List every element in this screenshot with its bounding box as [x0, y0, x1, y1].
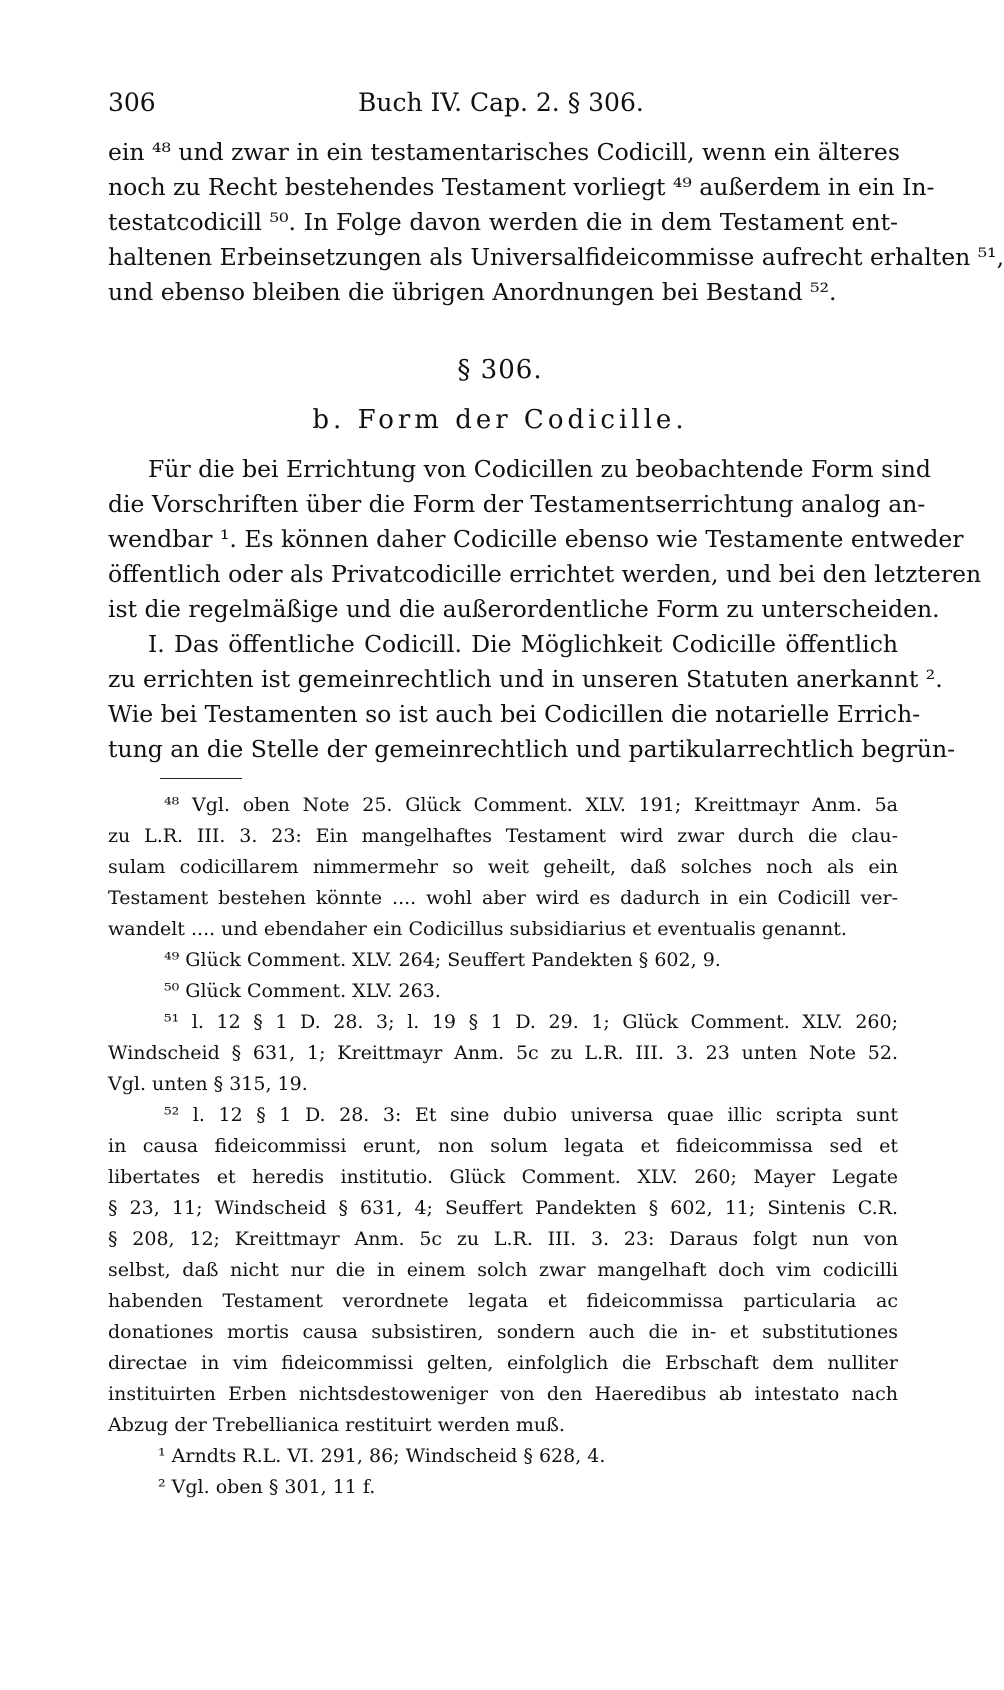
text-line: testatcodicill ⁵⁰. In Folge davon werden die in dem Testament ent-: [108, 208, 898, 236]
text-line: ist die regelmäßige und die außerordentliche Form zu unterscheiden.: [108, 595, 940, 623]
section-number: § 306.: [457, 355, 543, 385]
footnote-line: instituirten Erben nichtsdestoweniger von den Haeredibus ab intestato nach: [108, 1383, 898, 1405]
text-line: I. Das öffentliche Codicill. Die Möglichkeit Codicille öffentlich: [148, 630, 898, 658]
main-paragraph: [108, 452, 982, 767]
running-head: Buch IV. Cap. 2. § 306.: [358, 88, 644, 117]
footnote-line: Testament bestehen könnte .... wohl aber wird es dadurch in ein Codicill ver-: [108, 887, 898, 909]
footnote-line: zu L.R. III. 3. 23: Ein mangelhaftes Testament wird zwar durch die clau-: [108, 825, 898, 847]
text-line: wendbar ¹. Es können daher Codicille ebenso wie Testamente entweder: [108, 525, 964, 553]
text-line: die Vorschriften über die Form der Testamentserrichtung analog an-: [108, 490, 926, 518]
footnote-line: ² Vgl. oben § 301, 11 f.: [158, 1476, 376, 1498]
footnote-line: ⁴⁸ Vgl. oben Note 25. Glück Comment. XLV. 191; Kreittmayr Anm. 5a: [164, 794, 898, 816]
text-line: öffentlich oder als Privatcodicille errichtet werden, und bei den letzteren: [108, 560, 982, 588]
text-line: und ebenso bleiben die übrigen Anordnungen bei Bestand ⁵².: [108, 278, 837, 306]
footnote-rule: [160, 778, 242, 779]
footnotes: [108, 790, 898, 1503]
text-line: noch zu Recht bestehendes Testament vorliegt ⁴⁹ außerdem in ein In-: [108, 173, 935, 201]
text-line: ein ⁴⁸ und zwar in ein testamentarisches Codicill, wenn ein älteres: [108, 138, 900, 166]
footnote-line: ⁵² l. 12 § 1 D. 28. 3: Et sine dubio universa quae illic scripta sunt: [164, 1104, 898, 1126]
footnote-line: libertates et heredis institutio. Glück Comment. XLV. 260; Mayer Legate: [108, 1166, 898, 1188]
text-line: Für die bei Errichtung von Codicillen zu beobachtende Form sind: [148, 455, 931, 483]
footnote-line: donationes mortis causa subsistiren, sondern auch die in- et substitutiones: [108, 1321, 898, 1343]
text-line: Wie bei Testamenten so ist auch bei Codicillen die notarielle Errich-: [108, 700, 921, 728]
page-header: [108, 88, 898, 124]
footnote-line: habenden Testament verordnete legata et fideicommissa particularia ac: [108, 1290, 898, 1312]
footnote-line: ⁵¹ l. 12 § 1 D. 28. 3; l. 19 § 1 D. 29. 1; Glück Comment. XLV. 260;: [164, 1011, 898, 1033]
footnote-line: directae in vim fideicommissi gelten, einfolglich die Erbschaft dem nulliter: [108, 1352, 898, 1374]
footnote-line: Windscheid § 631, 1; Kreittmayr Anm. 5c zu L.R. III. 3. 23 unten Note 52.: [108, 1042, 898, 1064]
footnote-line: § 23, 11; Windscheid § 631, 4; Seuffert Pandekten § 602, 11; Sintenis C.R.: [108, 1197, 898, 1219]
footnote-line: in causa fideicommissi erunt, non solum legata et fideicommissa sed et: [108, 1135, 898, 1157]
footnote-line: selbst, daß nicht nur die in einem solch zwar mangelhaft doch vim codicilli: [108, 1259, 898, 1281]
footnote-line: ¹ Arndts R.L. VI. 291, 86; Windscheid § 628, 4.: [158, 1445, 606, 1467]
footnote-line: § 208, 12; Kreittmayr Anm. 5c zu L.R. III. 3. 23: Daraus folgt nun von: [108, 1228, 898, 1250]
text-line: zu errichten ist gemeinrechtlich und in unseren Statuten anerkannt ².: [108, 665, 943, 693]
footnote-line: wandelt .... und ebendaher ein Codicillus subsidiarius et eventualis genannt.: [108, 918, 847, 940]
section-title: b. Form der Codicille.: [312, 405, 688, 435]
intro-paragraph: [108, 135, 1004, 310]
footnote-line: ⁴⁹ Glück Comment. XLV. 264; Seuffert Pandekten § 602, 9.: [164, 949, 721, 971]
text-line: haltenen Erbeinsetzungen als Universalfideicommisse aufrecht erhalten ⁵¹,: [108, 243, 1004, 271]
footnote-line: Vgl. unten § 315, 19.: [108, 1073, 308, 1095]
footnote-line: Abzug der Trebellianica restituirt werden muß.: [108, 1414, 565, 1436]
page-number: 306: [108, 88, 156, 117]
text-line: tung an die Stelle der gemeinrechtlich und partikularrechtlich begrün-: [108, 735, 956, 763]
footnote-line: ⁵⁰ Glück Comment. XLV. 263.: [164, 980, 441, 1002]
footnote-line: sulam codicillarem nimmermehr so weit geheilt, daß solches noch als ein: [108, 856, 898, 878]
